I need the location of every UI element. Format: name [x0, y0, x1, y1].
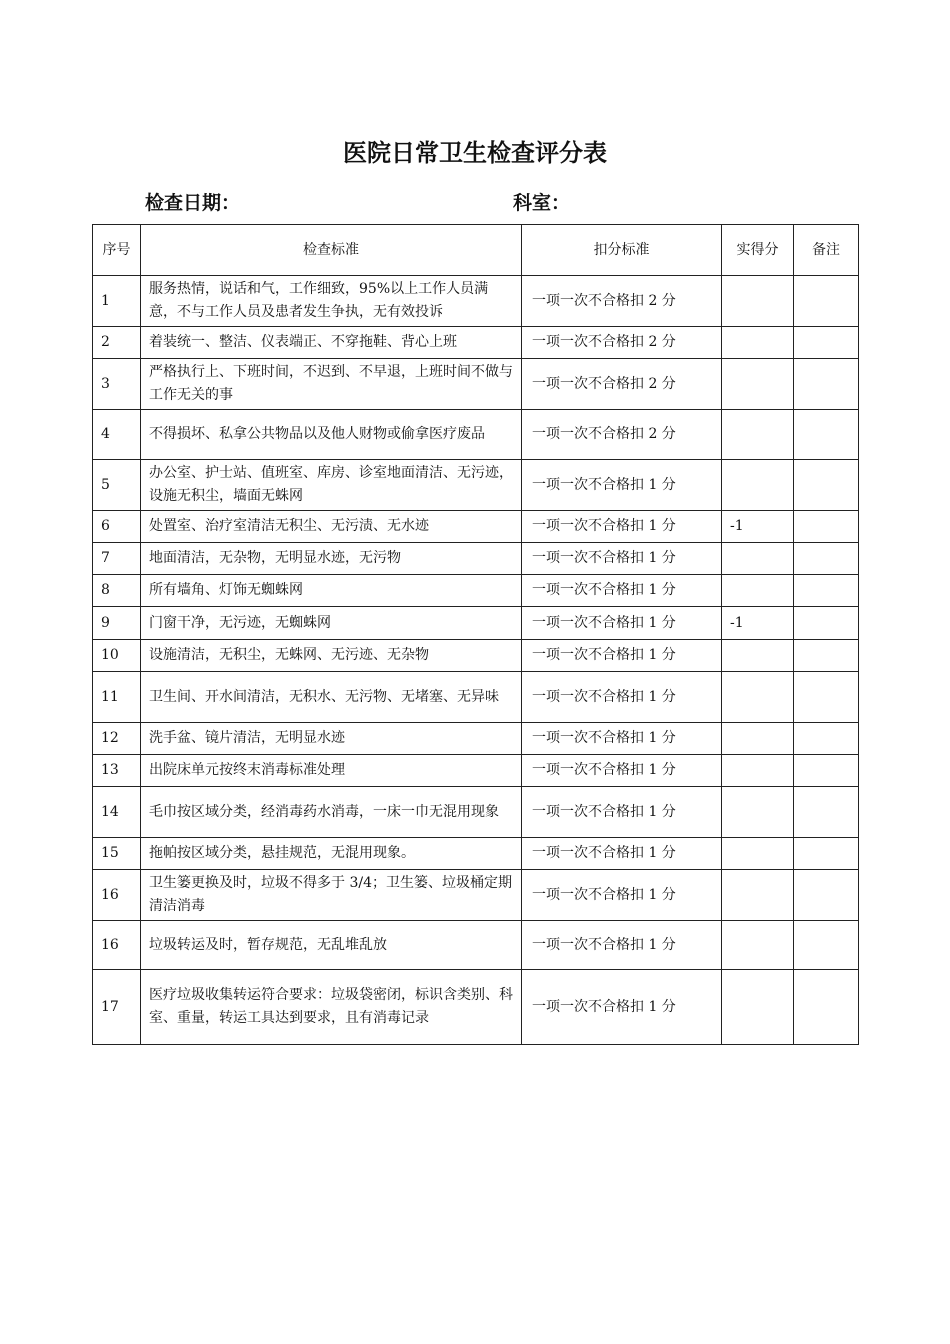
remark: [794, 607, 859, 640]
actual-score: [722, 327, 794, 359]
header-no: 序号: [93, 225, 141, 276]
check-standard: 处置室、治疗室清洁无积尘、无污渍、无水迹: [141, 511, 522, 543]
check-standard: 洗手盆、镜片清洁，无明显水迹: [141, 723, 522, 755]
remark: [794, 870, 859, 921]
actual-score: [722, 755, 794, 787]
deduction-rule: 一项一次不合格扣 2 分: [522, 327, 722, 359]
header-standard: 检查标准: [141, 225, 522, 276]
row-number: 5: [93, 460, 141, 511]
row-number: 6: [93, 511, 141, 543]
deduction-rule: 一项一次不合格扣 1 分: [522, 460, 722, 511]
deduction-rule: 一项一次不合格扣 1 分: [522, 607, 722, 640]
table-row: [93, 640, 859, 672]
remark: [794, 970, 859, 1045]
check-standard: 设施清洁，无积尘，无蛛网、无污迹、无杂物: [141, 640, 522, 672]
table-row: [93, 511, 859, 543]
deduction-rule: 一项一次不合格扣 1 分: [522, 511, 722, 543]
remark: [794, 672, 859, 723]
row-number: 16: [93, 870, 141, 921]
actual-score: -1: [722, 607, 794, 640]
check-standard: 卫生篓更换及时，垃圾不得多于 3/4；卫生篓、垃圾桶定期清洁消毒: [141, 870, 522, 921]
deduction-rule: 一项一次不合格扣 1 分: [522, 787, 722, 838]
deduction-rule: 一项一次不合格扣 1 分: [522, 640, 722, 672]
actual-score: [722, 787, 794, 838]
check-standard: 服务热情，说话和气，工作细致，95%以上工作人员满意，不与工作人员及患者发生争执，无有效投诉: [141, 276, 522, 327]
header-note: 备注: [794, 225, 859, 276]
check-standard: 严格执行上、下班时间，不迟到、不早退，上班时间不做与工作无关的事: [141, 359, 522, 410]
remark: [794, 755, 859, 787]
actual-score: [722, 970, 794, 1045]
row-number: 9: [93, 607, 141, 640]
check-standard: 卫生间、开水间清洁，无积水、无污物、无堵塞、无异味: [141, 672, 522, 723]
deduction-rule: 一项一次不合格扣 1 分: [522, 838, 722, 870]
deduction-rule: 一项一次不合格扣 1 分: [522, 723, 722, 755]
check-standard: 门窗干净，无污迹，无蜘蛛网: [141, 607, 522, 640]
row-number: 1: [93, 276, 141, 327]
row-number: 10: [93, 640, 141, 672]
remark: [794, 723, 859, 755]
actual-score: [722, 460, 794, 511]
check-standard: 不得损坏、私拿公共物品以及他人财物或偷拿医疗废品: [141, 410, 522, 460]
table-row: [93, 359, 859, 410]
deduction-rule: 一项一次不合格扣 1 分: [522, 970, 722, 1045]
remark: [794, 575, 859, 607]
actual-score: [722, 921, 794, 970]
actual-score: [722, 359, 794, 410]
check-standard: 地面清洁，无杂物，无明显水迹，无污物: [141, 543, 522, 575]
remark: [794, 640, 859, 672]
row-number: 14: [93, 787, 141, 838]
header-score: 实得分: [722, 225, 794, 276]
deduction-rule: 一项一次不合格扣 1 分: [522, 870, 722, 921]
row-number: 8: [93, 575, 141, 607]
row-number: 4: [93, 410, 141, 460]
inspection-date-label: 检查日期：: [145, 192, 241, 214]
table-row: [93, 921, 859, 970]
check-standard: 垃圾转运及时，暂存规范，无乱堆乱放: [141, 921, 522, 970]
deduction-rule: 一项一次不合格扣 1 分: [522, 543, 722, 575]
table-row: [93, 410, 859, 460]
remark: [794, 327, 859, 359]
table-row: [93, 723, 859, 755]
row-number: 12: [93, 723, 141, 755]
check-standard: 着装统一、整洁、仪表端正、不穿拖鞋、背心上班: [141, 327, 522, 359]
table-row: [93, 787, 859, 838]
actual-score: -1: [722, 511, 794, 543]
row-number: 15: [93, 838, 141, 870]
remark: [794, 410, 859, 460]
table-row: [93, 607, 859, 640]
deduction-rule: 一项一次不合格扣 2 分: [522, 359, 722, 410]
check-standard: 出院床单元按终末消毒标准处理: [141, 755, 522, 787]
check-standard: 医疗垃圾收集转运符合要求：垃圾袋密闭，标识含类别、科室、重量，转运工具达到要求，且有消毒记录: [141, 970, 522, 1045]
row-number: 2: [93, 327, 141, 359]
department-label: 科室：: [513, 192, 571, 214]
deduction-rule: 一项一次不合格扣 2 分: [522, 410, 722, 460]
deduction-rule: 一项一次不合格扣 1 分: [522, 921, 722, 970]
check-standard: 所有墙角、灯饰无蜘蛛网: [141, 575, 522, 607]
page-title: 医院日常卫生检查评分表: [343, 139, 607, 167]
table-row: [93, 543, 859, 575]
check-standard: 办公室、护士站、值班室、库房、诊室地面清洁、无污迹，设施无积尘，墙面无蛛网: [141, 460, 522, 511]
actual-score: [722, 640, 794, 672]
table-row: [93, 575, 859, 607]
remark: [794, 359, 859, 410]
remark: [794, 838, 859, 870]
actual-score: [722, 543, 794, 575]
header-deduction: 扣分标准: [522, 225, 722, 276]
table-row: [93, 970, 859, 1045]
deduction-rule: 一项一次不合格扣 2 分: [522, 276, 722, 327]
row-number: 17: [93, 970, 141, 1045]
inspection-score-table: [92, 224, 859, 1045]
table-row: [93, 755, 859, 787]
remark: [794, 276, 859, 327]
row-number: 16: [93, 921, 141, 970]
check-standard: 拖帕按区域分类，悬挂规范，无混用现象。: [141, 838, 522, 870]
row-number: 7: [93, 543, 141, 575]
actual-score: [722, 276, 794, 327]
remark: [794, 787, 859, 838]
actual-score: [722, 672, 794, 723]
table-row: [93, 838, 859, 870]
table-row: [93, 870, 859, 921]
remark: [794, 543, 859, 575]
row-number: 11: [93, 672, 141, 723]
table-row: [93, 460, 859, 511]
deduction-rule: 一项一次不合格扣 1 分: [522, 755, 722, 787]
remark: [794, 460, 859, 511]
deduction-rule: 一项一次不合格扣 1 分: [522, 672, 722, 723]
deduction-rule: 一项一次不合格扣 1 分: [522, 575, 722, 607]
table-header-row: [93, 225, 859, 276]
actual-score: [722, 838, 794, 870]
row-number: 3: [93, 359, 141, 410]
remark: [794, 921, 859, 970]
actual-score: [722, 723, 794, 755]
check-standard: 毛巾按区域分类，经消毒药水消毒，一床一巾无混用现象: [141, 787, 522, 838]
remark: [794, 511, 859, 543]
table-row: [93, 672, 859, 723]
table-row: [93, 327, 859, 359]
actual-score: [722, 410, 794, 460]
actual-score: [722, 870, 794, 921]
row-number: 13: [93, 755, 141, 787]
actual-score: [722, 575, 794, 607]
table-row: [93, 276, 859, 327]
